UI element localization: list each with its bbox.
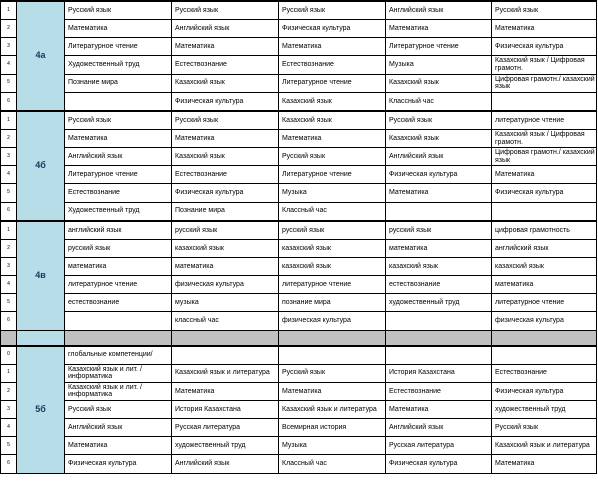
subject-cell-wed: Музыка [279, 184, 386, 202]
lesson-number: 6 [1, 312, 17, 330]
subject-cell-wed: русский язык [279, 221, 386, 240]
subject-cell-thu: Математика [386, 400, 492, 418]
subject-cell-fri [492, 346, 597, 365]
subject-cell-fri: английский язык [492, 239, 597, 257]
lesson-row [1, 400, 597, 418]
lesson-number: 4 [1, 419, 17, 437]
subject-cell-tue: Познание мира [172, 202, 279, 221]
subject-cell-tue: Физическая культура [172, 92, 279, 111]
lesson-number: 5 [1, 184, 17, 202]
subject-cell-wed: Классный час [279, 455, 386, 473]
lesson-row [1, 111, 597, 130]
subject-cell-tue: Английский язык [172, 455, 279, 473]
subject-cell-thu: Физическая культура [386, 166, 492, 184]
subject-cell-wed: Казахский язык и литература [279, 400, 386, 418]
separator-cell [17, 330, 65, 346]
subject-cell-tue: русский язык [172, 221, 279, 240]
lesson-number: 3 [1, 400, 17, 418]
lesson-row [1, 1, 597, 20]
subject-cell-thu: Классный час [386, 92, 492, 111]
subject-cell-tue: История Казахстана [172, 400, 279, 418]
subject-cell-wed: казахский язык [279, 257, 386, 275]
subject-cell-wed: познание мира [279, 294, 386, 312]
subject-cell-wed: литературное чтение [279, 276, 386, 294]
subject-cell-mon: Казахский язык и лит. / информатика [65, 382, 172, 400]
lesson-number: 5 [1, 294, 17, 312]
subject-cell-tue: Естествознание [172, 56, 279, 74]
subject-cell-wed: физическая культура [279, 312, 386, 330]
subject-cell-wed: Всемирная история [279, 419, 386, 437]
subject-cell-wed: Литературное чтение [279, 74, 386, 92]
subject-cell-wed: Классный час [279, 202, 386, 221]
subject-cell-tue: классный час [172, 312, 279, 330]
subject-cell-tue: Математика [172, 38, 279, 56]
class-label: 5б [17, 346, 65, 473]
subject-cell-fri: Физическая культура [492, 38, 597, 56]
subject-cell-thu: История Казахстана [386, 364, 492, 382]
subject-cell-wed: Естествознание [279, 56, 386, 74]
subject-cell-fri: математика [492, 276, 597, 294]
subject-cell-thu: Русская литература [386, 437, 492, 455]
lesson-row [1, 202, 597, 221]
subject-cell-tue: Русский язык [172, 111, 279, 130]
subject-cell-tue: Математика [172, 129, 279, 147]
subject-cell-wed: Русский язык [279, 364, 386, 382]
subject-cell-fri: Казахский язык / Цифровая грамотн. [492, 56, 597, 74]
subject-cell-fri: Казахский язык / Цифровая грамотн. [492, 129, 597, 147]
subject-cell-wed: Математика [279, 38, 386, 56]
subject-cell-fri: литературное чтение [492, 294, 597, 312]
lesson-number: 2 [1, 239, 17, 257]
lesson-row [1, 56, 597, 74]
subject-cell-tue: Естествознание [172, 166, 279, 184]
subject-cell-thu: Русский язык [386, 111, 492, 130]
lesson-number: 6 [1, 92, 17, 111]
lesson-number: 1 [1, 364, 17, 382]
lesson-row [1, 74, 597, 92]
lesson-number: 6 [1, 455, 17, 473]
subject-cell-fri [492, 92, 597, 111]
lesson-number: 3 [1, 257, 17, 275]
subject-cell-wed: Математика [279, 382, 386, 400]
lesson-row [1, 166, 597, 184]
subject-cell-mon: Английский язык [65, 148, 172, 166]
subject-cell-wed: Литературное чтение [279, 166, 386, 184]
subject-cell-fri [492, 202, 597, 221]
subject-cell-thu [386, 202, 492, 221]
subject-cell-tue: Казахский язык и литература [172, 364, 279, 382]
subject-cell-tue: математика [172, 257, 279, 275]
subject-cell-fri: Русский язык [492, 1, 597, 20]
lesson-number: 1 [1, 1, 17, 20]
lesson-row [1, 148, 597, 166]
subject-cell-mon: Естествознание [65, 184, 172, 202]
subject-cell-wed [279, 346, 386, 365]
subject-cell-tue: Русский язык [172, 1, 279, 20]
lesson-number: 1 [1, 221, 17, 240]
subject-cell-fri: литературное чтение [492, 111, 597, 130]
lesson-number: 4 [1, 56, 17, 74]
lesson-number: 2 [1, 20, 17, 38]
subject-cell-mon: русский язык [65, 239, 172, 257]
lesson-row [1, 294, 597, 312]
lesson-row [1, 184, 597, 202]
subject-cell-thu: Математика [386, 20, 492, 38]
class-label: 4а [17, 1, 65, 111]
subject-cell-mon: Казахский язык и лит. / информатика [65, 364, 172, 382]
subject-cell-wed: Казахский язык [279, 111, 386, 130]
class-label: 4в [17, 221, 65, 330]
subject-cell-tue: казахский язык [172, 239, 279, 257]
subject-cell-tue: Русская литература [172, 419, 279, 437]
subject-cell-thu: Английский язык [386, 1, 492, 20]
subject-cell-wed: Русский язык [279, 148, 386, 166]
subject-cell-fri: Естествознание [492, 364, 597, 382]
subject-cell-fri: Физическая культура [492, 184, 597, 202]
lesson-row [1, 257, 597, 275]
lesson-row [1, 312, 597, 330]
subject-cell-wed: Русский язык [279, 1, 386, 20]
subject-cell-thu: Естествознание [386, 382, 492, 400]
subject-cell-tue: Физическая культура [172, 184, 279, 202]
subject-cell-thu: русский язык [386, 221, 492, 240]
subject-cell-thu: казахский язык [386, 257, 492, 275]
subject-cell-fri: физическая культура [492, 312, 597, 330]
subject-cell-wed: Музыка [279, 437, 386, 455]
subject-cell-thu: Физическая культура [386, 455, 492, 473]
class-label: 4б [17, 111, 65, 221]
subject-cell-wed: Математика [279, 129, 386, 147]
subject-cell-thu: Литературное чтение [386, 38, 492, 56]
subject-cell-mon [65, 312, 172, 330]
subject-cell-wed: казахский язык [279, 239, 386, 257]
subject-cell-thu: Математика [386, 184, 492, 202]
lesson-row [1, 419, 597, 437]
subject-cell-mon: Физическая культура [65, 455, 172, 473]
subject-cell-mon: Математика [65, 20, 172, 38]
subject-cell-fri: Казахский язык и литература [492, 437, 597, 455]
lesson-row [1, 239, 597, 257]
lesson-row [1, 346, 597, 365]
lesson-number: 2 [1, 382, 17, 400]
lesson-row [1, 129, 597, 147]
subject-cell-fri: цифровая грамотность [492, 221, 597, 240]
lesson-row [1, 276, 597, 294]
subject-cell-fri: Цифровая грамотн./ казахский язык [492, 148, 597, 166]
lesson-number: 4 [1, 166, 17, 184]
subject-cell-tue: Казахский язык [172, 74, 279, 92]
subject-cell-mon [65, 92, 172, 111]
subject-cell-wed: Казахский язык [279, 92, 386, 111]
lesson-number: 6 [1, 202, 17, 221]
subject-cell-wed: Физическая культура [279, 20, 386, 38]
subject-cell-thu: математика [386, 239, 492, 257]
subject-cell-fri: Математика [492, 20, 597, 38]
subject-cell-mon: литературное чтение [65, 276, 172, 294]
subject-cell-tue: физическая культура [172, 276, 279, 294]
subject-cell-mon: естествознание [65, 294, 172, 312]
subject-cell-mon: математика [65, 257, 172, 275]
subject-cell-mon: Английский язык [65, 419, 172, 437]
subject-cell-tue: художественный труд [172, 437, 279, 455]
subject-cell-mon: Художественный труд [65, 202, 172, 221]
subject-cell-thu: Музыка [386, 56, 492, 74]
lesson-number: 0 [1, 346, 17, 365]
subject-cell-mon: Литературное чтение [65, 38, 172, 56]
subject-cell-tue: Английский язык [172, 20, 279, 38]
lesson-number: 5 [1, 74, 17, 92]
subject-cell-thu: Английский язык [386, 148, 492, 166]
separator-cell [65, 330, 172, 346]
separator-cell [492, 330, 597, 346]
subject-cell-mon: глобальные компетенции/ [65, 346, 172, 365]
subject-cell-fri: Русский язык [492, 419, 597, 437]
subject-cell-mon: Математика [65, 437, 172, 455]
subject-cell-mon: Литературное чтение [65, 166, 172, 184]
subject-cell-mon: Русский язык [65, 400, 172, 418]
subject-cell-thu: Английский язык [386, 419, 492, 437]
subject-cell-thu: естествознание [386, 276, 492, 294]
schedule-body [1, 1, 597, 473]
lesson-number: 3 [1, 148, 17, 166]
separator-row [1, 330, 597, 346]
subject-cell-fri: Цифровая грамотн./ казахский язык [492, 74, 597, 92]
subject-cell-tue [172, 346, 279, 365]
subject-cell-thu [386, 346, 492, 365]
lesson-number: 1 [1, 111, 17, 130]
lesson-row [1, 92, 597, 111]
separator-cell [172, 330, 279, 346]
subject-cell-mon: Познание мира [65, 74, 172, 92]
subject-cell-tue: Математика [172, 382, 279, 400]
subject-cell-thu [386, 312, 492, 330]
subject-cell-fri: Математика [492, 166, 597, 184]
lesson-number: 3 [1, 38, 17, 56]
separator-cell [279, 330, 386, 346]
separator-cell [1, 330, 17, 346]
subject-cell-fri: Физическая культура [492, 382, 597, 400]
subject-cell-tue: музыка [172, 294, 279, 312]
subject-cell-fri: художественный труд [492, 400, 597, 418]
subject-cell-tue: Казахский язык [172, 148, 279, 166]
lesson-row [1, 455, 597, 473]
subject-cell-mon: Художественный труд [65, 56, 172, 74]
subject-cell-mon: Русский язык [65, 111, 172, 130]
lesson-row [1, 221, 597, 240]
subject-cell-thu: Казахский язык [386, 74, 492, 92]
subject-cell-mon: английский язык [65, 221, 172, 240]
subject-cell-mon: Русский язык [65, 1, 172, 20]
subject-cell-fri: казахский язык [492, 257, 597, 275]
lesson-number: 5 [1, 437, 17, 455]
lesson-row [1, 38, 597, 56]
subject-cell-thu: художественный труд [386, 294, 492, 312]
subject-cell-thu: Казахский язык [386, 129, 492, 147]
lesson-number: 4 [1, 276, 17, 294]
lesson-number: 2 [1, 129, 17, 147]
lesson-row [1, 20, 597, 38]
lesson-row [1, 382, 597, 400]
subject-cell-fri: Математика [492, 455, 597, 473]
subject-cell-mon: Математика [65, 129, 172, 147]
lesson-row [1, 437, 597, 455]
lesson-row [1, 364, 597, 382]
separator-cell [386, 330, 492, 346]
